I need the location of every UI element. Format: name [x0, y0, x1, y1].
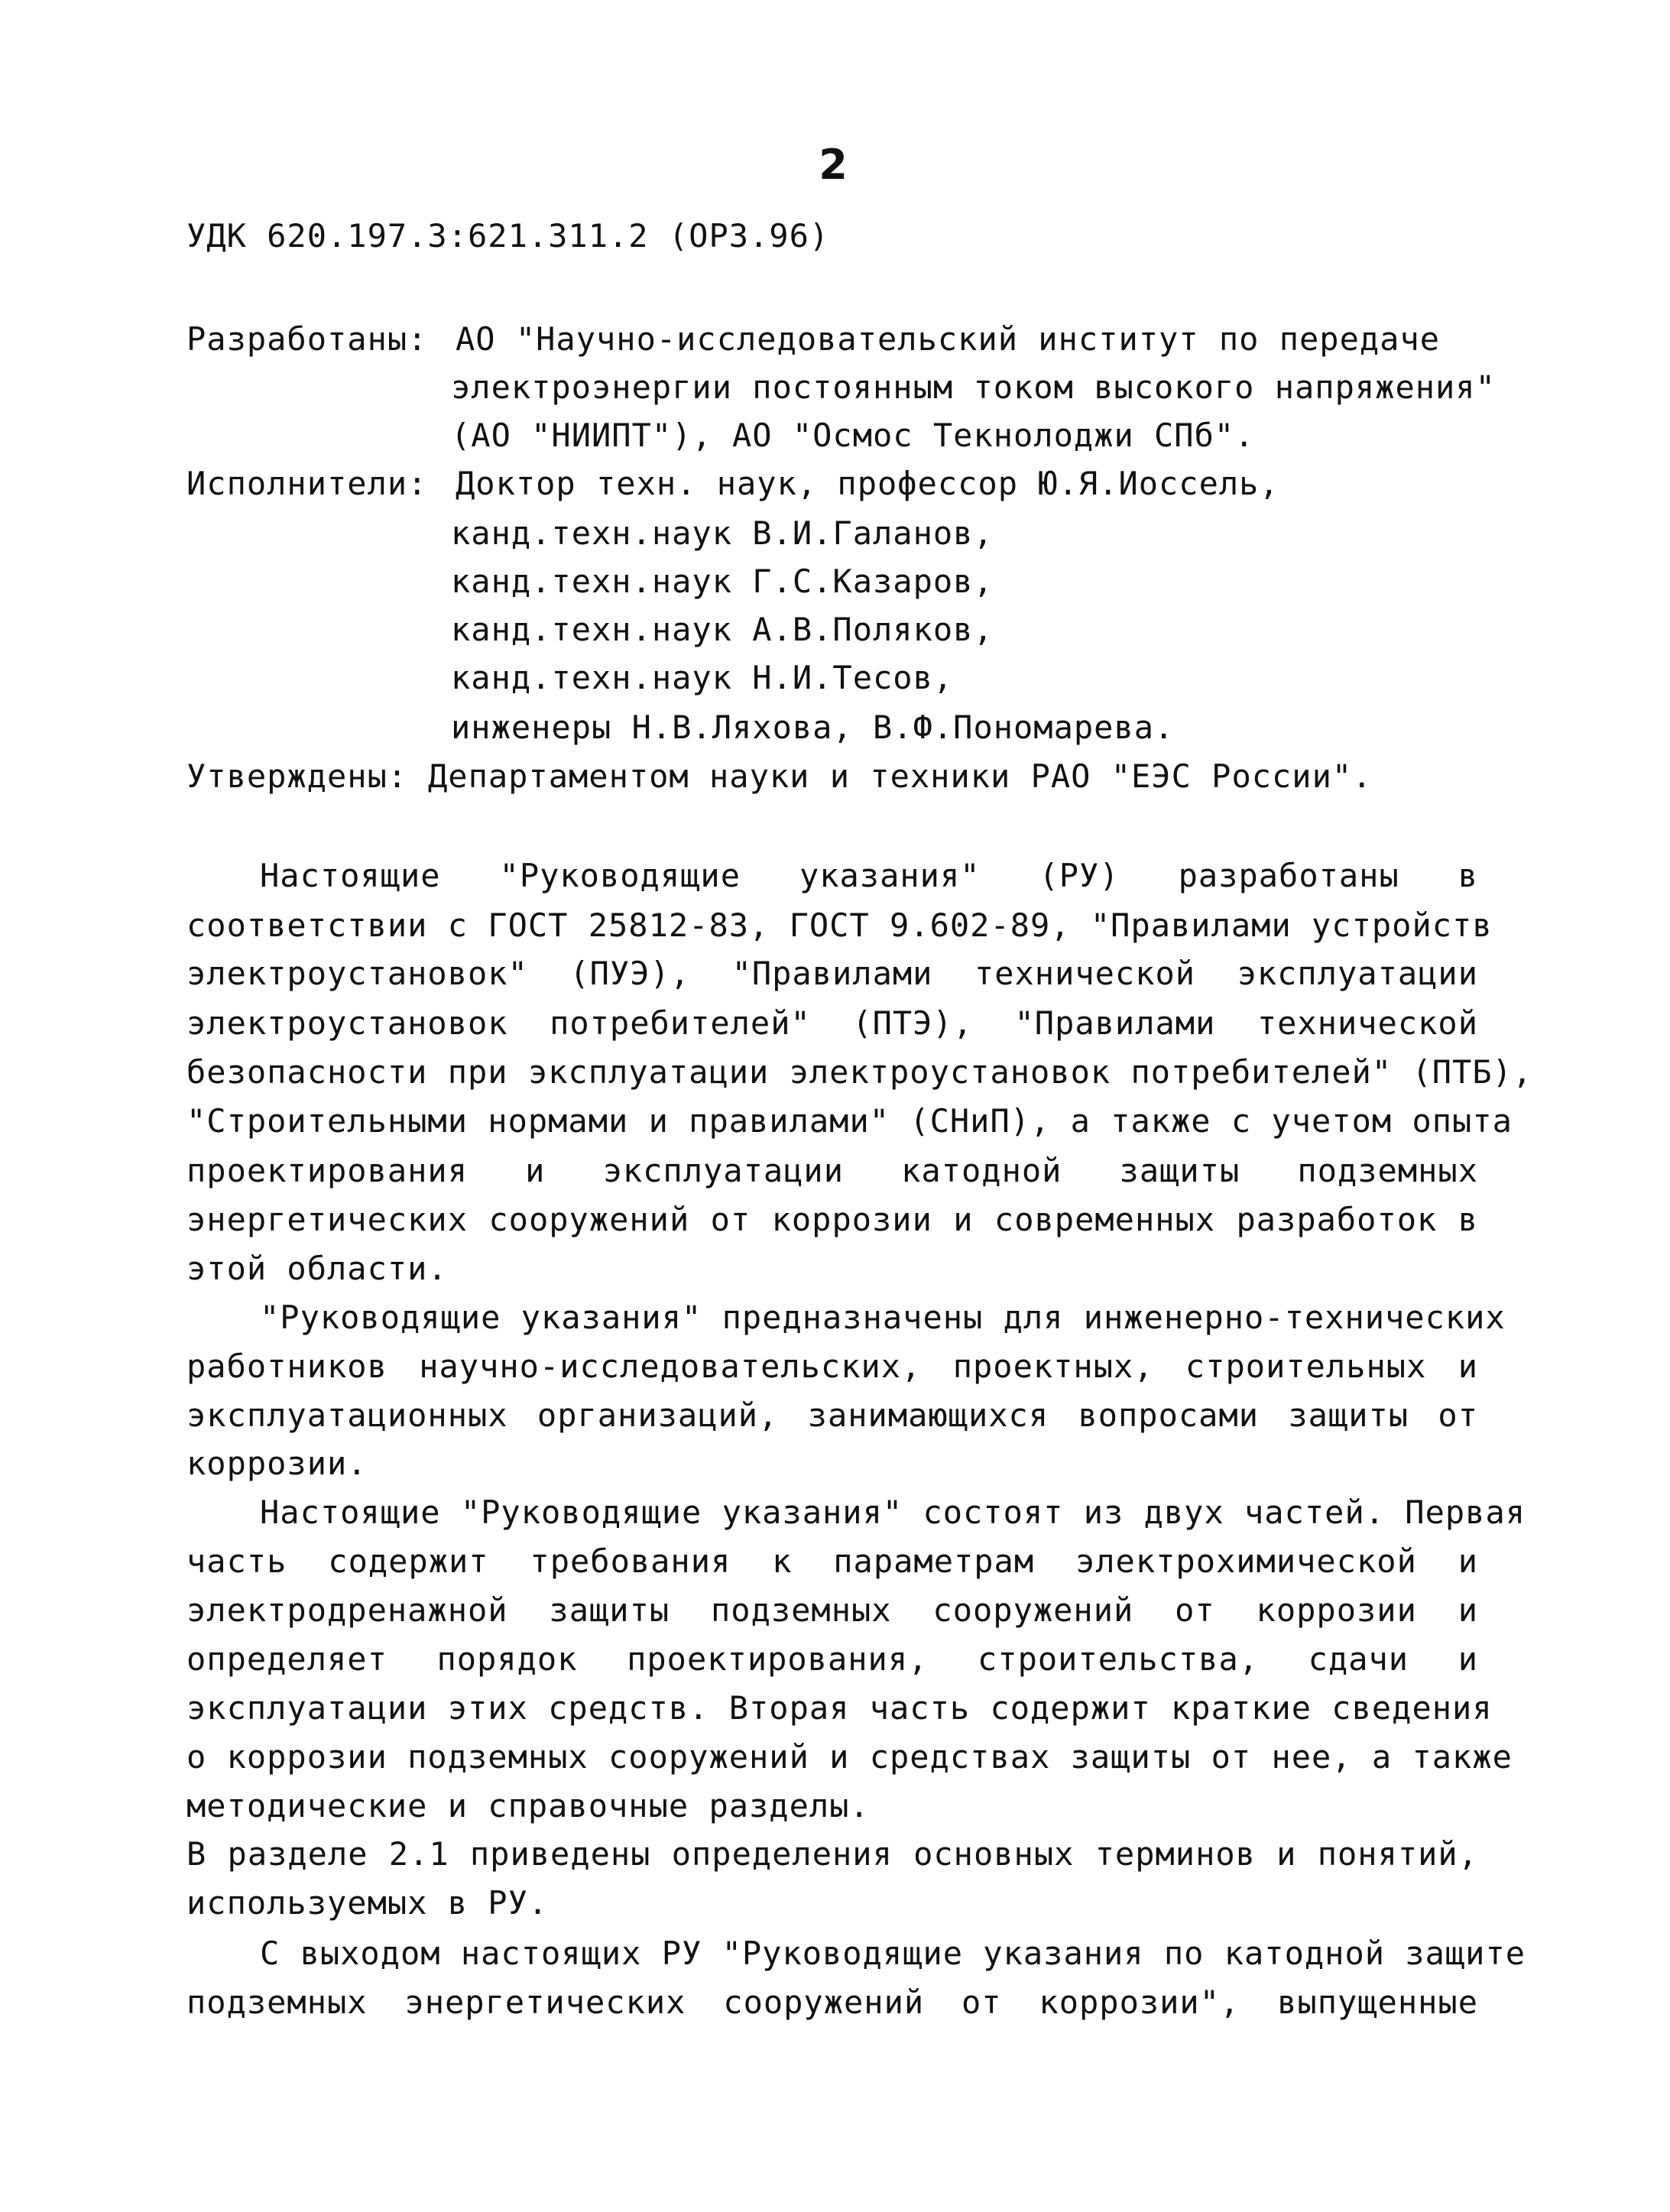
- paragraph-line: электродренажной защиты подземных сооружений от коррозии и: [186, 1591, 1478, 1629]
- paragraph-line: "Строительными нормами и правилами" (СНиП), а также с учетом опыта: [186, 1102, 1513, 1140]
- executors-label: Исполнители:: [186, 465, 428, 502]
- approved-label: Утверждены:: [186, 757, 408, 795]
- paragraph-line: работников научно-исследовательских, проектных, строительных и: [186, 1348, 1478, 1385]
- executor-line: Доктор техн. наук, профессор Ю.Я.Иоссель,: [456, 465, 1279, 502]
- paragraph-line: безопасности при эксплуатации электроустановок потребителей" (ПТБ),: [186, 1053, 1533, 1091]
- developed-line: (АО "НИИПТ"), АО "Осмос Текнолоджи СПб".: [451, 417, 1255, 454]
- paragraph-line: электроустановок" (ПУЭ), "Правилами технической эксплуатации: [186, 955, 1478, 992]
- paragraph-line: коррозии.: [186, 1445, 368, 1482]
- paragraph-line: используемых в РУ.: [186, 1884, 549, 1922]
- developed-line: электроэнергии постоянным током высокого напряжения": [451, 368, 1496, 406]
- approved-block: [186, 757, 1372, 796]
- paragraph-line: методические и справочные разделы.: [186, 1787, 870, 1824]
- paragraph-line: подземных энергетических сооружений от коррозии", выпущенные: [186, 1983, 1478, 2021]
- paragraph-line: электроустановок потребителей" (ПТЭ), "Правилами технической: [186, 1004, 1478, 1042]
- paragraph-line: определяет порядок проектирования, строительства, сдачи и: [186, 1640, 1478, 1678]
- developed-label: Разработаны:: [186, 320, 428, 358]
- paragraph-line: В разделе 2.1 приведены определения основных терминов и понятий,: [186, 1835, 1478, 1873]
- developed-line: АО "Научно-исследовательский институт по передаче: [456, 320, 1441, 358]
- page-number: 2: [819, 141, 848, 189]
- paragraph-line: энергетических сооружений от коррозии и современных разработок в: [186, 1201, 1478, 1238]
- executor-line: канд.техн.наук Н.И.Тесов,: [451, 659, 954, 696]
- paragraph-line: эксплуатационных организаций, занимающихся вопросами защиты от: [186, 1396, 1478, 1434]
- approved-text: Департаментом науки и техники РАО "ЕЭС России".: [428, 757, 1373, 795]
- executor-line: канд.техн.наук В.И.Галанов,: [451, 514, 994, 552]
- paragraph-line: С выходом настоящих РУ "Руководящие указания по катодной защите: [260, 1935, 1526, 1972]
- paragraph-line: "Руководящие указания" предназначены для инженерно-технических: [260, 1299, 1506, 1336]
- paragraph-line: Настоящие "Руководящие указания" (РУ) разработаны в: [260, 857, 1478, 894]
- paragraph-line: эксплуатации этих средств. Вторая часть содержит краткие сведения: [186, 1689, 1493, 1727]
- paragraph-line: о коррозии подземных сооружений и средствах защиты от нее, а также: [186, 1738, 1513, 1776]
- paragraph-line: часть содержит требования к параметрам электрохимической и: [186, 1542, 1478, 1580]
- paragraph-line: соответствии с ГОСТ 25812-83, ГОСТ 9.602-89, "Правилами устройств: [186, 907, 1493, 944]
- paragraph-line: Настоящие "Руководящие указания" состоят из двух частей. Первая: [260, 1494, 1526, 1531]
- executor-line: канд.техн.наук А.В.Поляков,: [451, 611, 994, 648]
- executor-line: инженеры Н.В.Ляхова, В.Ф.Пономарева.: [451, 709, 1175, 746]
- executor-line: канд.техн.наук Г.С.Казаров,: [451, 563, 994, 600]
- udk-line: УДК 620.197.3:621.311.2 (ОРЗ.96): [186, 217, 830, 255]
- paragraph-line: проектирования и эксплуатации катодной защиты подземных: [186, 1152, 1478, 1189]
- paragraph-line: этой области.: [186, 1250, 448, 1287]
